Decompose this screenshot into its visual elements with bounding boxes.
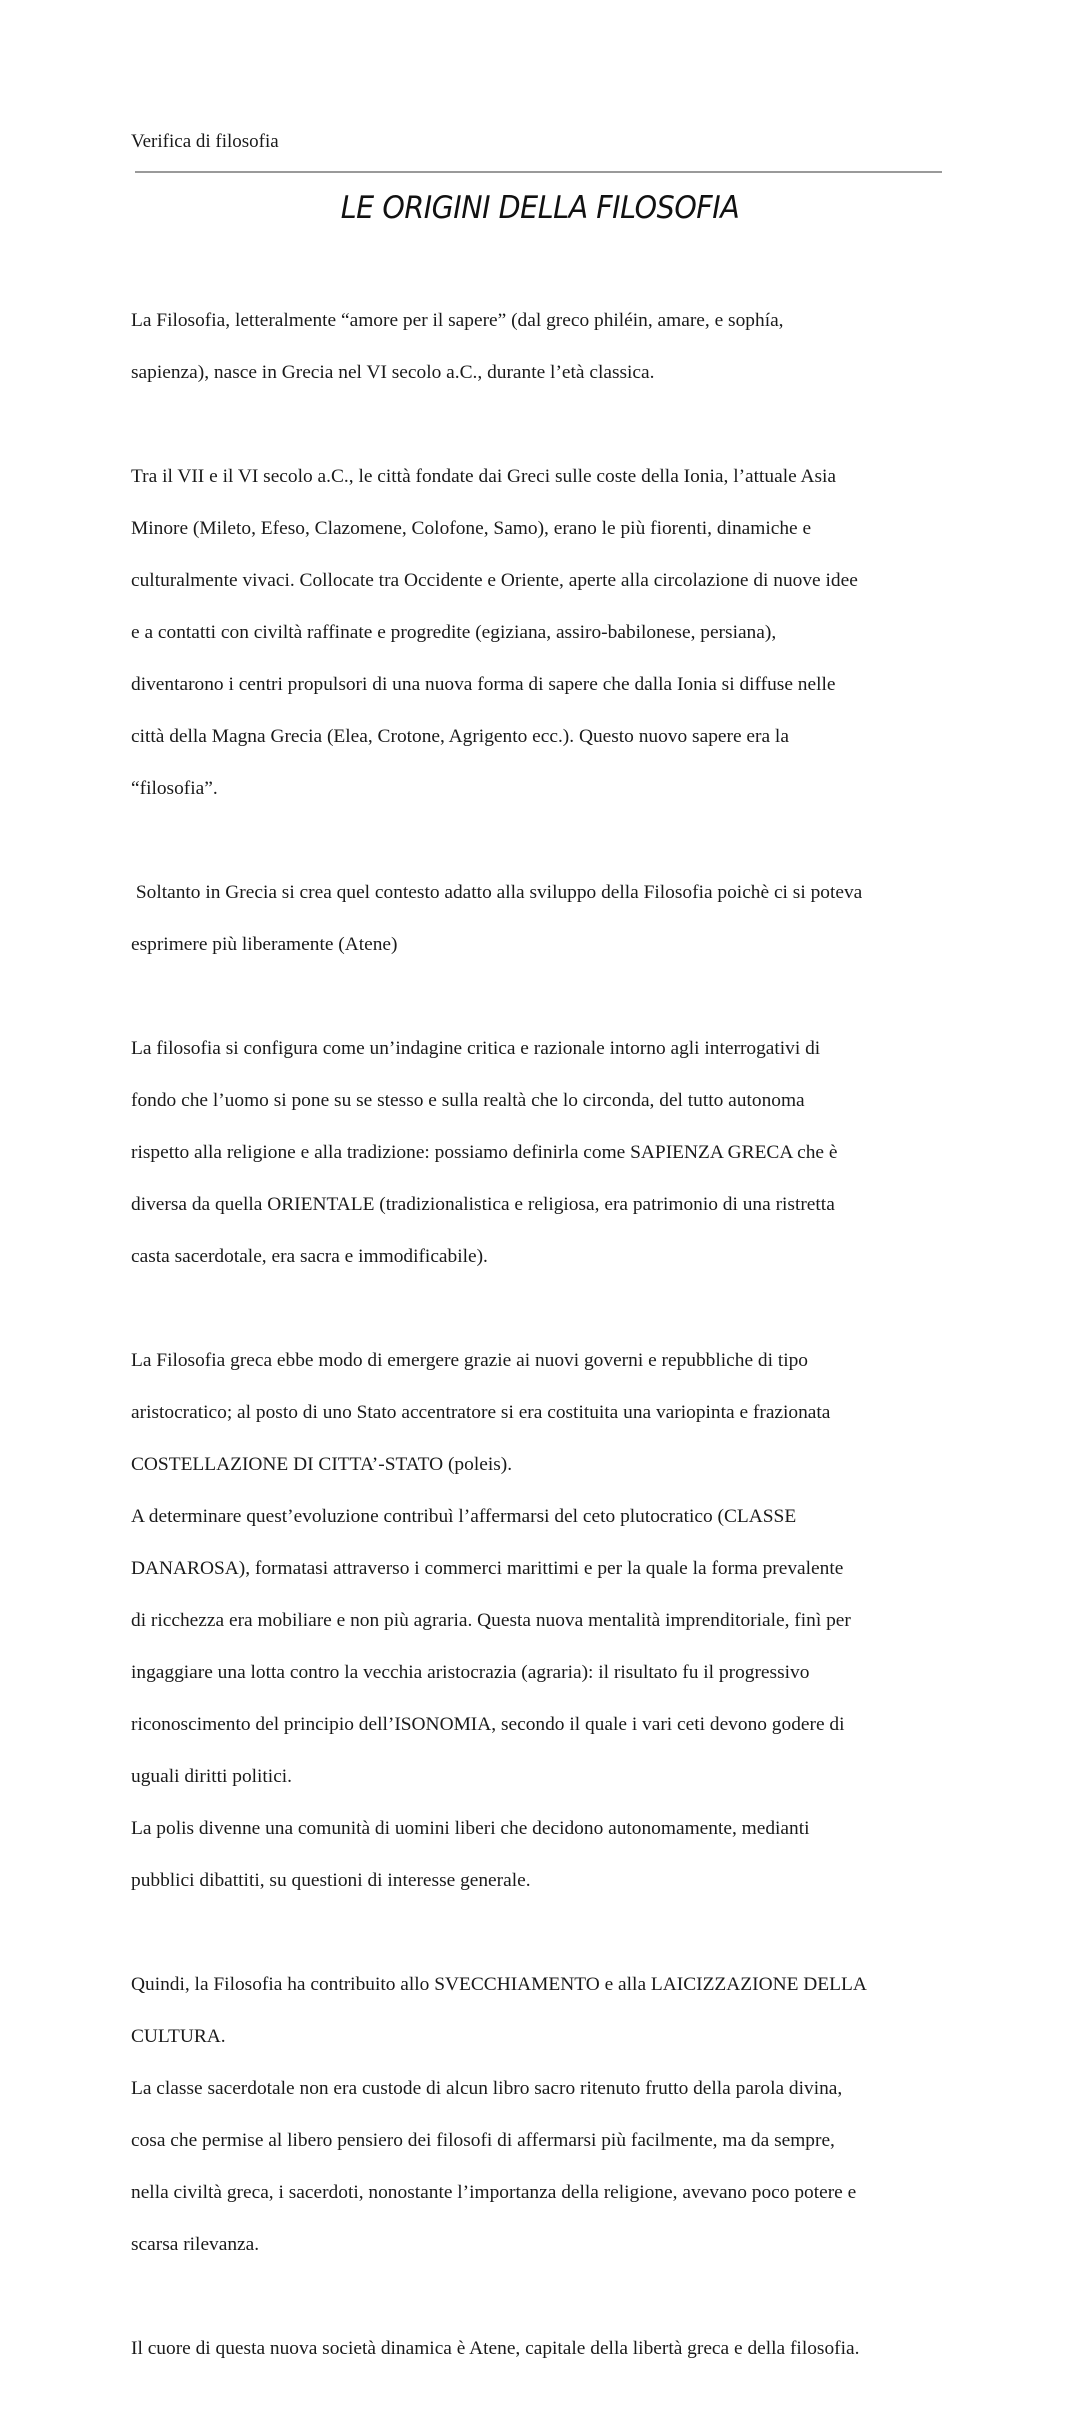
text-line: Il cuore di questa nuova società dinamica è Atene, capitale della libertà greca e della filosofia. [131, 2338, 860, 2359]
paragraph-grecia-context [131, 854, 961, 984]
text-line: La Filosofia greca ebbe modo di emergere grazie ai nuovi governi e repubbliche di tipo [131, 1350, 808, 1371]
text-line: A determinare quest’evoluzione contribuì l’affermarsi del ceto plutocratico (CLASSE [131, 1506, 797, 1527]
text-line: Tra il VII e il VI secolo a.C., le città fondate dai Greci sulle coste della Ionia, l’attuale Asia [131, 466, 837, 487]
paragraph-atene [131, 2310, 961, 2388]
text-line: Soltanto in Grecia si crea quel contesto adatto alla sviluppo della Filosofia poichè ci si poteva [131, 882, 863, 903]
text-line: uguali diritti politici. [131, 1766, 293, 1787]
text-line: riconoscimento del principio dell’ISONOMIA, secondo il quale i vari ceti devono godere di [131, 1714, 845, 1735]
text-line: aristocratico; al posto di uno Stato accentratore si era costituita una variopinta e frazionata [131, 1402, 831, 1423]
header-divider [135, 171, 942, 173]
text-line: COSTELLAZIONE DI CITTA’-STATO (poleis). [131, 1454, 513, 1475]
text-line: città della Magna Grecia (Elea, Crotone, Agrigento ecc.). Questo nuovo sapere era la [131, 726, 789, 747]
text-line: “filosofia”. [131, 778, 218, 799]
text-line: nella civiltà greca, i sacerdoti, nonostante l’importanza della religione, avevano poco potere e [131, 2182, 857, 2203]
text-line: diventarono i centri propulsori di una nuova forma di sapere che dalla Ionia si diffuse nelle [131, 674, 836, 695]
text-line: rispetto alla religione e alla tradizione: possiamo definirla come SAPIENZA GRECA che è [131, 1142, 838, 1163]
text-line: La Filosofia, letteralmente “amore per il sapere” (dal greco philéin, amare, e sophía, [131, 310, 784, 331]
text-line: fondo che l’uomo si pone su se stesso e sulla realtà che lo circonda, del tutto autonoma [131, 1090, 805, 1111]
text-line: di ricchezza era mobiliare e non più agraria. Questa nuova mentalità imprenditoriale, finì per [131, 1610, 851, 1631]
text-line: diversa da quella ORIENTALE (tradizionalistica e religiosa, era patrimonio di una ristretta [131, 1194, 835, 1215]
text-line: DANAROSA), formatasi attraverso i commerci marittimi e per la quale la forma prevalente [131, 1558, 844, 1579]
text-line: ingaggiare una lotta contro la vecchia aristocrazia (agraria): il risultato fu il progressivo [131, 1662, 810, 1683]
text-line: La filosofia si configura come un’indagine critica e razionale intorno agli interrogativi di [131, 1038, 821, 1059]
paragraph-ionia [131, 438, 961, 828]
paragraph-etymology [131, 282, 961, 412]
text-line: La polis divenne una comunità di uomini liberi che decidono autonomamente, medianti [131, 1818, 810, 1839]
page-title: LE ORIGINI DELLA FILOSOFIA [340, 190, 740, 226]
text-line: sapienza), nasce in Grecia nel VI secolo a.C., durante l’età classica. [131, 362, 655, 383]
text-line: CULTURA. [131, 2026, 226, 2047]
document-body [131, 282, 961, 2414]
text-line: La classe sacerdotale non era custode di alcun libro sacro ritenuto frutto della parola divina, [131, 2078, 843, 2099]
header-label: Verifica di filosofia [131, 131, 279, 152]
text-line: scarsa rilevanza. [131, 2234, 260, 2255]
paragraph-definition [131, 1010, 961, 1296]
text-line: pubblici dibattiti, su questioni di interesse generale. [131, 1870, 531, 1891]
text-line: e a contatti con civiltà raffinate e progredite (egiziana, assiro-babilonese, persiana), [131, 622, 777, 643]
text-line: Minore (Mileto, Efeso, Clazomene, Colofone, Samo), erano le più fiorenti, dinamiche e [131, 518, 812, 539]
paragraph-laicization [131, 1946, 961, 2284]
text-line: cosa che permise al libero pensiero dei filosofi di affermarsi più facilmente, ma da sempre, [131, 2130, 835, 2151]
text-line: casta sacerdotale, era sacra e immodificabile). [131, 1246, 488, 1267]
text-line: Quindi, la Filosofia ha contribuito allo SVECCHIAMENTO e alla LAICIZZAZIONE DELLA [131, 1974, 867, 1995]
text-line: culturalmente vivaci. Collocate tra Occidente e Oriente, aperte alla circolazione di nuove idee [131, 570, 858, 591]
paragraph-polis [131, 1322, 961, 1920]
text-line: esprimere più liberamente (Atene) [131, 934, 398, 955]
